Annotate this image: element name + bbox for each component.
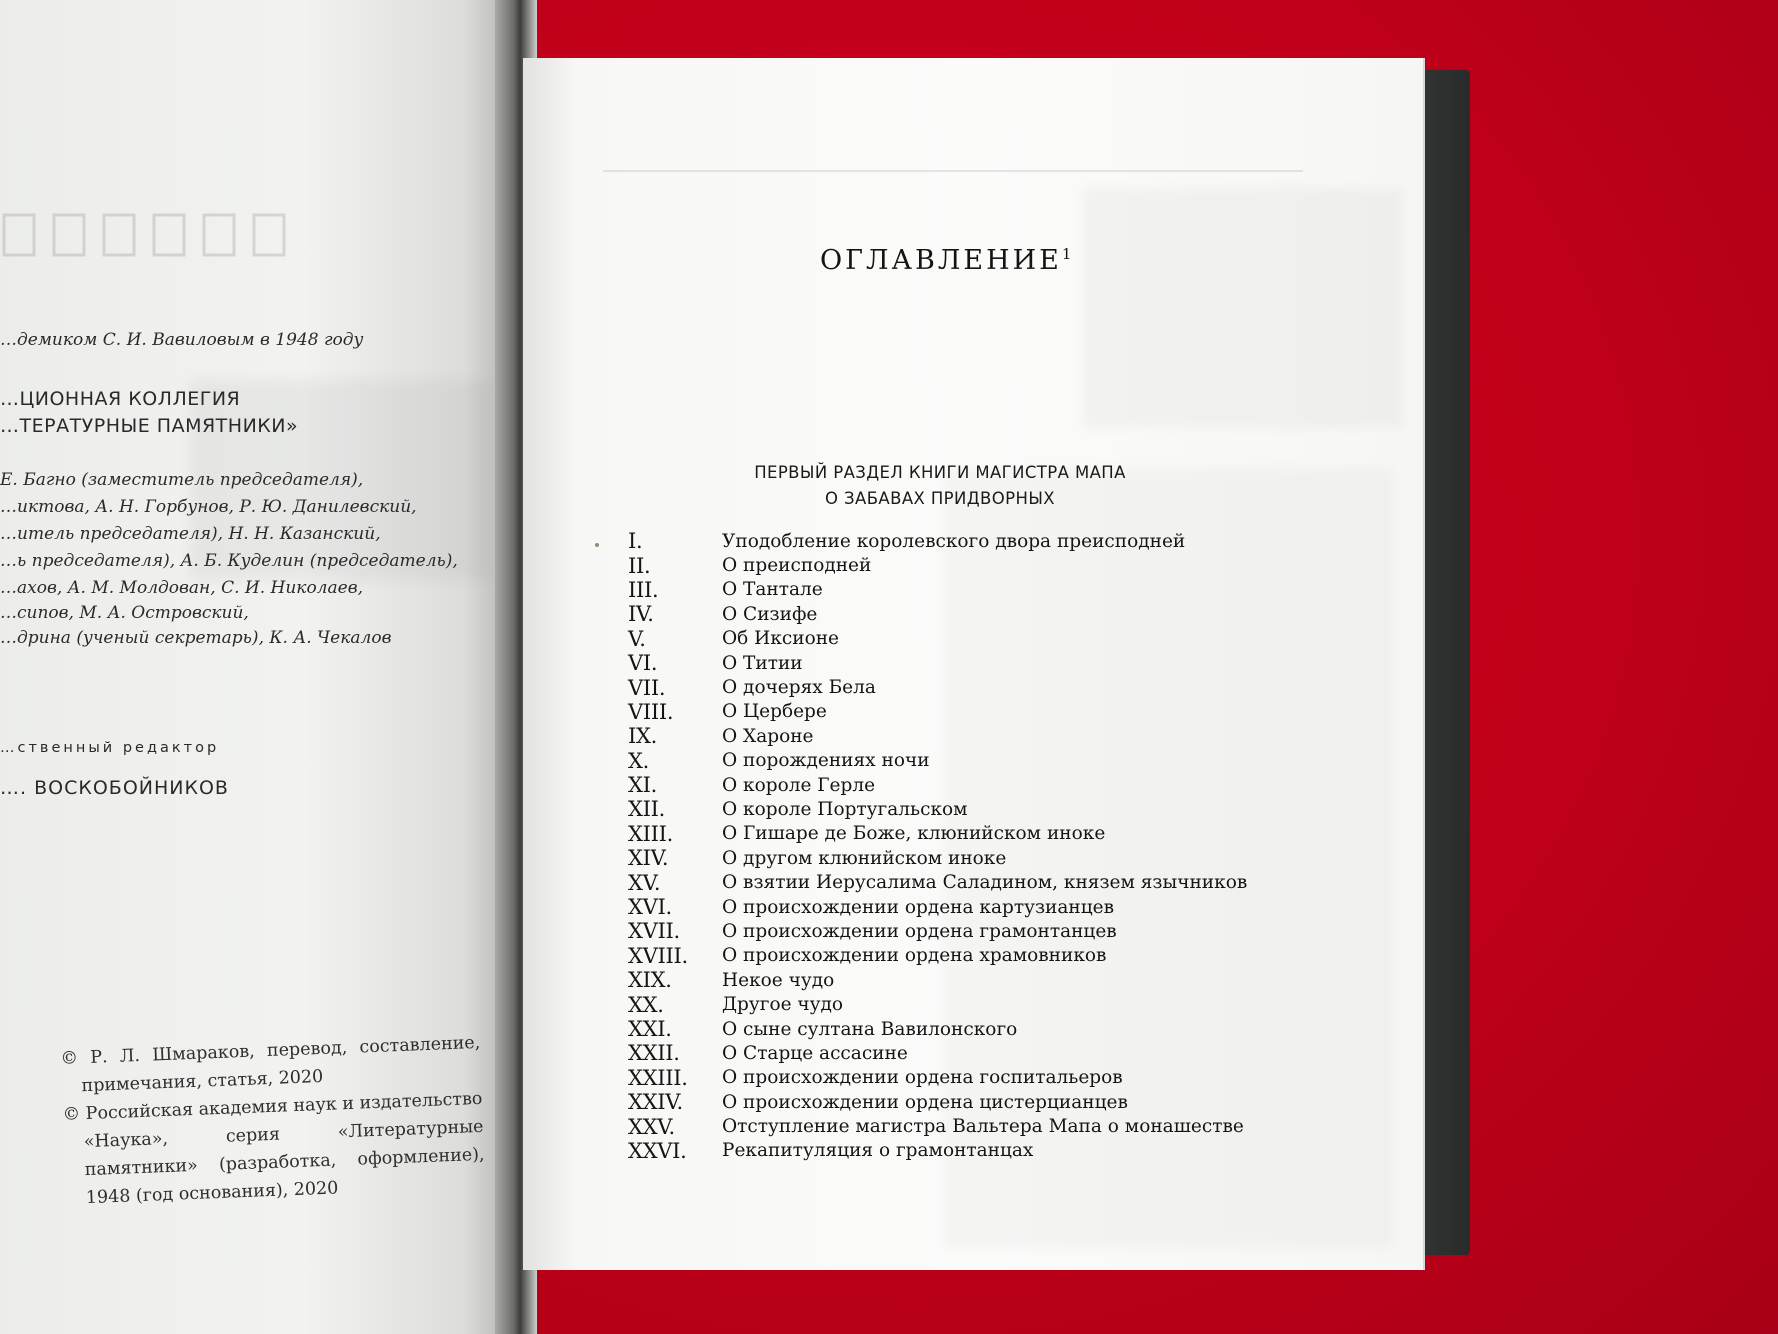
toc-entry <box>628 797 1248 821</box>
toc-entry <box>628 749 1248 773</box>
toc-entry-title: О происхождении ордена храмовников <box>722 945 1107 967</box>
toc-entry <box>628 700 1248 724</box>
toc-entry-title: О порождениях ночи <box>722 750 930 772</box>
toc-entry-title: О Старце ассасине <box>722 1042 908 1064</box>
toc-entry-title: О короле Герле <box>722 774 876 796</box>
toc-entry-number: V. <box>628 626 646 651</box>
page-speck <box>595 543 599 547</box>
section-heading <box>700 460 1180 512</box>
toc-entry <box>628 944 1248 968</box>
toc-entry-title: Некое чудо <box>722 969 835 991</box>
member-line: …иктова, А. Н. Горбунов, Р. Ю. Данилевский, <box>0 497 417 517</box>
toc-entry-title: О Титии <box>722 652 803 674</box>
toc-entry-number: VIII. <box>628 699 674 724</box>
editor-label: …ственный редактор <box>0 740 220 756</box>
member-line: Е. Багно (заместитель председателя), <box>0 470 364 490</box>
ghost-bleed-title <box>0 205 330 276</box>
toc-entry <box>628 651 1248 675</box>
toc-entry-number: X. <box>628 748 650 773</box>
toc-entry-number: XXII. <box>628 1041 680 1066</box>
board-heading-2: …ТЕРАТУРНЫЕ ПАМЯТНИКИ» <box>0 415 299 437</box>
toc-entry-number: XI. <box>628 773 658 798</box>
toc-entry-title: О Гишаре де Боже, клюнийском иноке <box>722 823 1106 845</box>
toc-entry-title: О преисподней <box>722 555 872 577</box>
toc-entry-number: IV. <box>628 602 654 627</box>
toc-title-footnote: 1 <box>1061 245 1072 263</box>
toc-entry <box>628 578 1248 602</box>
toc-entry <box>628 1066 1248 1090</box>
toc-entry <box>628 602 1248 626</box>
board-heading-1: …ЦИОННАЯ КОЛЛЕГИЯ <box>0 388 241 410</box>
copyright-line: © Р. Л. Шмараков, перевод, составление, примечания, статья, 2020 <box>60 1032 481 1097</box>
ghost-bleed-block <box>1083 188 1403 428</box>
toc-entry-title: О происхождении ордена грамонтанцев <box>722 920 1117 942</box>
toc-entry-title: Отступление магистра Вальтера Мапа о монашестве <box>722 1116 1244 1138</box>
toc-entry-title: О Тантале <box>722 579 823 601</box>
toc-entry-number: VII. <box>628 675 666 700</box>
toc-title <box>820 245 1071 276</box>
toc-entry <box>628 992 1248 1016</box>
toc-entry <box>628 1041 1248 1065</box>
member-line: …сипов, М. А. Островский, <box>0 603 249 623</box>
member-line: …ахов, А. М. Молдован, С. И. Николаев, <box>0 578 363 598</box>
toc-entry-number: XX. <box>628 992 664 1017</box>
toc-entry-number: XV. <box>628 870 661 895</box>
toc-entry-number: XXVI. <box>628 1138 687 1163</box>
toc-entry <box>628 1114 1248 1138</box>
left-page <box>0 0 505 1334</box>
toc-entry-title: О Сизифе <box>722 603 818 625</box>
toc-title-text: ОГЛАВЛЕНИЕ <box>820 245 1062 276</box>
toc-entry <box>628 724 1248 748</box>
toc-entry-number: XXIII. <box>628 1065 688 1090</box>
toc-entry-title: О короле Португальском <box>722 798 968 820</box>
toc-entry <box>628 529 1248 553</box>
toc-entry-number: IX. <box>628 724 658 749</box>
toc-entry <box>628 553 1248 577</box>
toc-entry-number: XII. <box>628 797 666 822</box>
editor-name: …. ВОСКОБОЙНИКОВ <box>0 777 229 799</box>
toc-entry-title: О взятии Иерусалима Саладином, князем язычников <box>722 872 1248 894</box>
toc-entry-number: XVII. <box>628 919 680 944</box>
toc-entry <box>628 846 1248 870</box>
toc-entry-number: II. <box>628 553 651 578</box>
toc-entry-number: I. <box>628 529 643 554</box>
toc-entry-title: Уподобление королевского двора преисподней <box>722 530 1186 552</box>
toc-entry <box>628 627 1248 651</box>
toc-entry-title: О Хароне <box>722 725 814 747</box>
toc-entry-number: XVIII. <box>628 943 688 968</box>
copyright-line: © Российская академия наук и издательство «Наука», серия «Литературные памятники» (разработка, оформление), 1948 (год основания), 2020 <box>62 1088 485 1209</box>
toc-entry <box>628 773 1248 797</box>
toc-entry-title: О другом клюнийском иноке <box>722 847 1007 869</box>
toc-entry <box>628 1017 1248 1041</box>
toc-entry-number: VI. <box>628 651 658 676</box>
toc-entry-title: Рекапитуляция о грамонтанцах <box>722 1140 1034 1162</box>
toc-entry-number: XXIV. <box>628 1090 683 1115</box>
toc-list <box>628 529 1248 1163</box>
ghost-header-rule <box>603 170 1303 172</box>
toc-entry <box>628 1090 1248 1114</box>
section-heading-line: ПЕРВЫЙ РАЗДЕЛ КНИГИ МАГИСТРА МАПА <box>754 463 1126 482</box>
toc-entry-title: Об Иксионе <box>722 628 839 650</box>
toc-entry <box>628 919 1248 943</box>
toc-entry <box>628 895 1248 919</box>
ghost-bleed-title-graphic <box>0 205 330 265</box>
toc-entry-title: О происхождении ордена цистерцианцев <box>722 1091 1128 1113</box>
section-heading-line: О ЗАБАВАХ ПРИДВОРНЫХ <box>825 489 1055 508</box>
toc-entry-number: XIII. <box>628 821 674 846</box>
toc-entry <box>628 1139 1248 1163</box>
member-line: …ь председателя), А. Б. Куделин (председатель), <box>0 551 458 571</box>
toc-entry-number: XIX. <box>628 968 672 993</box>
toc-entry-title: О происхождении ордена картузианцев <box>722 896 1115 918</box>
copyright-block <box>60 1029 486 1213</box>
toc-entry-title: Другое чудо <box>722 994 844 1016</box>
toc-entry-title: О дочерях Бела <box>722 677 876 699</box>
toc-entry-number: XVI. <box>628 895 672 920</box>
toc-entry-number: XXI. <box>628 1017 672 1041</box>
toc-entry-title: О сыне султана Вавилонского <box>722 1018 1018 1040</box>
toc-entry-number: XXV. <box>628 1114 675 1139</box>
member-line: …дрина (ученый секретарь), К. А. Чекалов <box>0 628 392 648</box>
toc-entry-number: III. <box>628 577 659 602</box>
member-line: …итель председателя), Н. Н. Казанский, <box>0 524 381 544</box>
toc-entry <box>628 968 1248 992</box>
toc-entry <box>628 870 1248 894</box>
toc-entry <box>628 822 1248 846</box>
founded-line: …демиком С. И. Вавиловым в 1948 году <box>0 330 364 350</box>
toc-entry-number: XIV. <box>628 846 669 871</box>
toc-entry-title: О происхождении ордена госпитальеров <box>722 1067 1123 1089</box>
toc-entry <box>628 675 1248 699</box>
toc-entry-title: О Цербере <box>722 701 827 723</box>
